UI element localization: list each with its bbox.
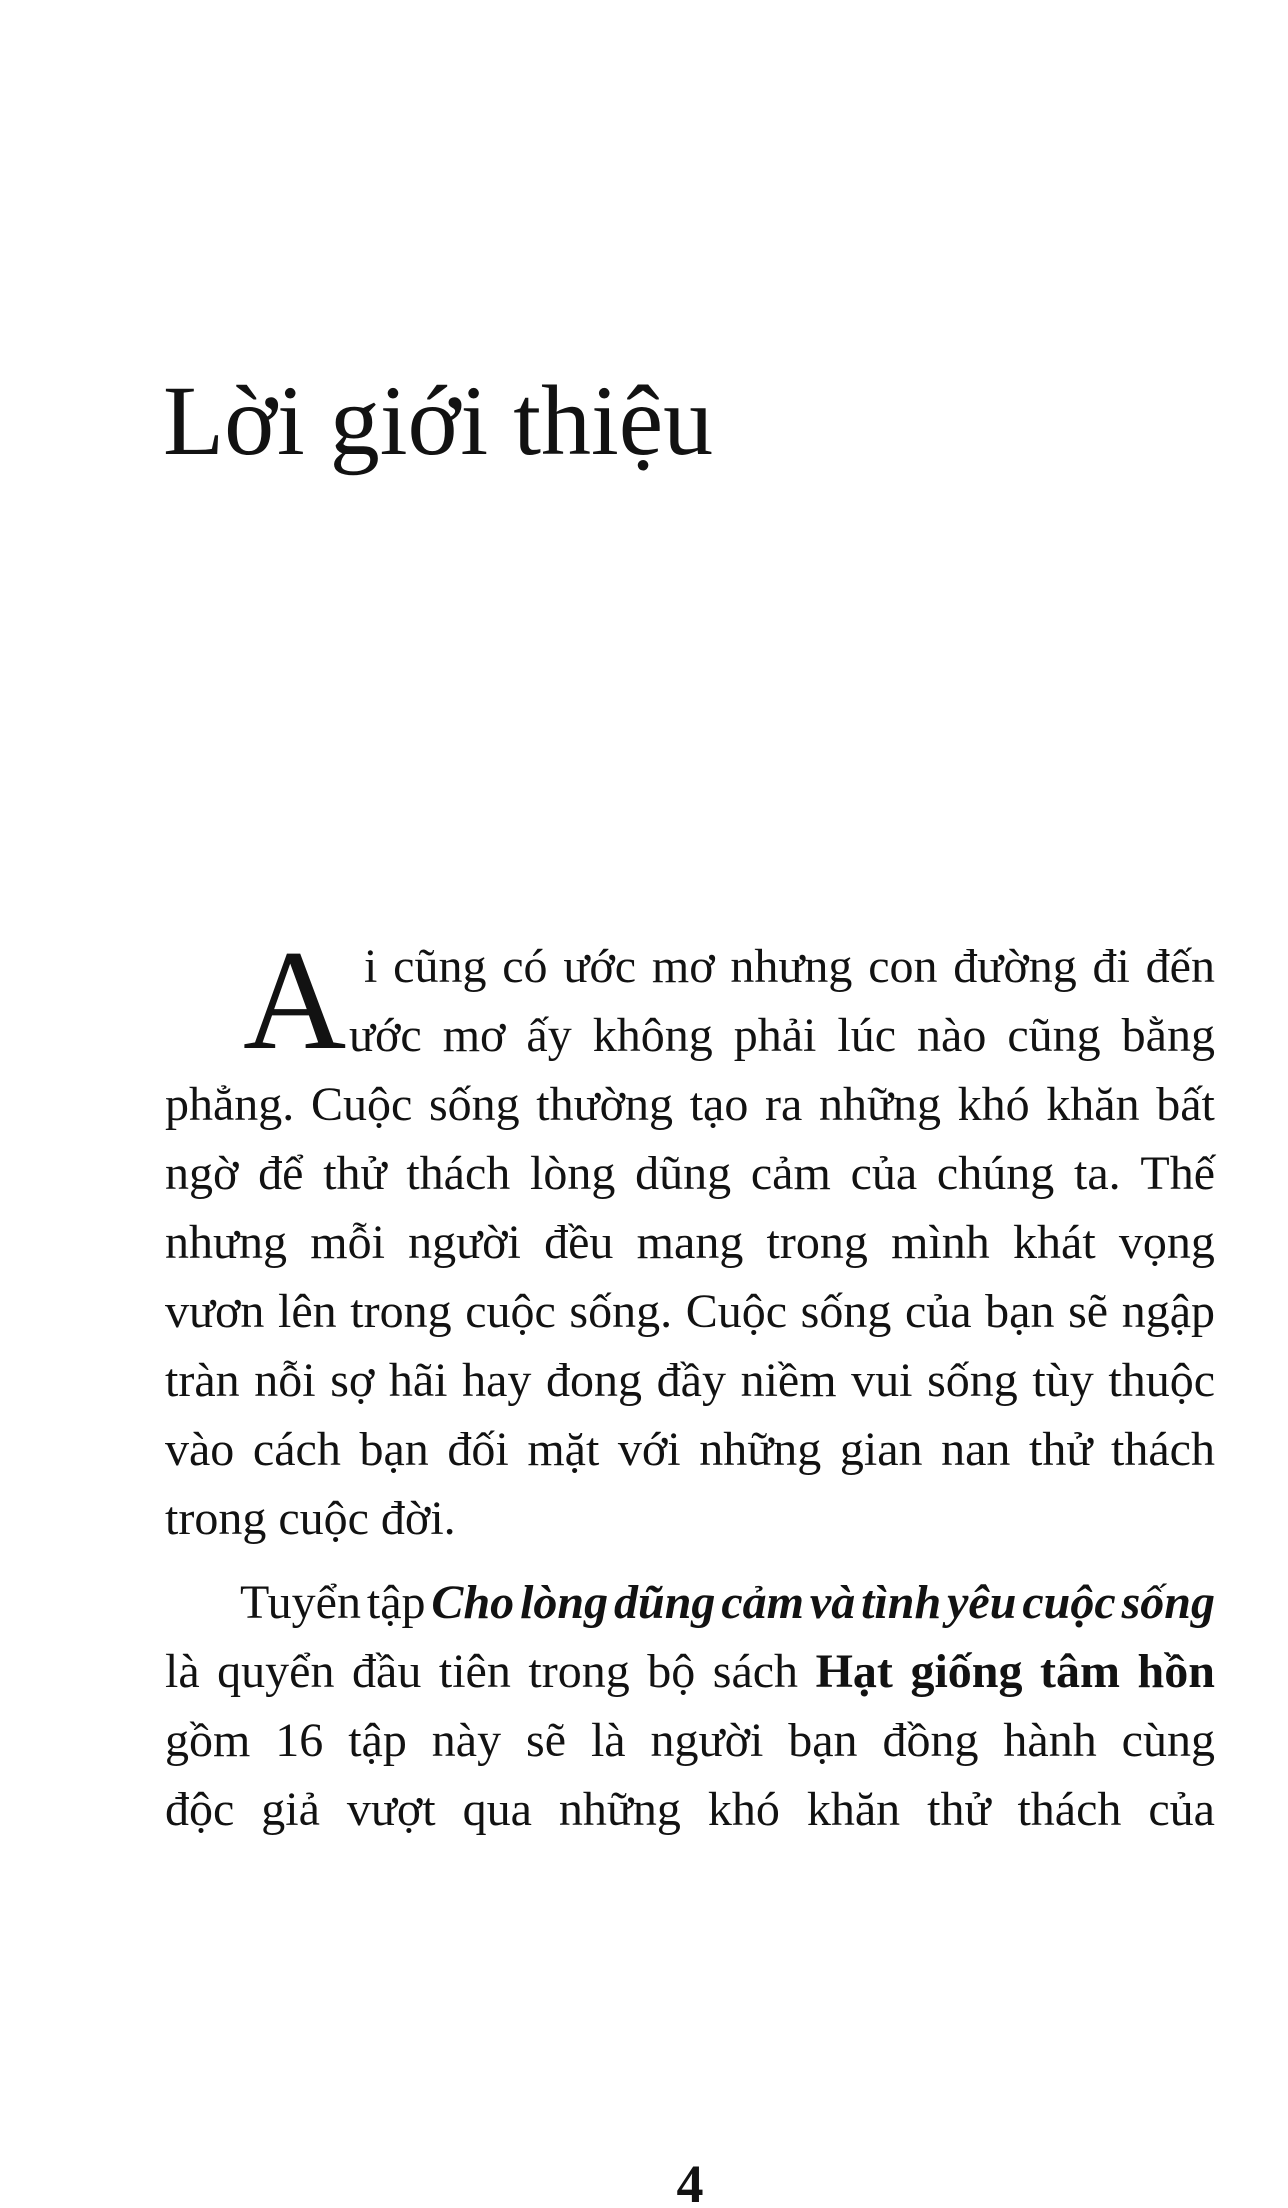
word: mỗi [310, 1216, 385, 1269]
word: người [408, 1216, 521, 1269]
word: sách [712, 1645, 799, 1698]
word: trong [528, 1645, 630, 1698]
word: ta. [1073, 1147, 1121, 1200]
body-text [165, 921, 1215, 1844]
word: là [165, 1645, 200, 1698]
page-number: 4 [676, 2154, 704, 2208]
paragraph [165, 1568, 1215, 1844]
text-line [165, 1415, 1215, 1484]
text-line [349, 1001, 1215, 1070]
word: thử [1029, 1423, 1093, 1476]
word: sống. [569, 1285, 673, 1338]
word: phẳng. [165, 1078, 295, 1131]
word: chúng [936, 1147, 1055, 1200]
word: trong [350, 1285, 452, 1338]
word: Hạt [815, 1645, 893, 1698]
word: cuộc [1022, 1576, 1116, 1629]
word: thử [927, 1783, 991, 1836]
word: hay [462, 1354, 532, 1407]
word: Cuộc [685, 1285, 788, 1338]
word: sống [1121, 1576, 1215, 1629]
word: thách [1017, 1783, 1122, 1836]
word: trong [766, 1216, 868, 1269]
word: khát [1013, 1216, 1096, 1269]
word: ấy [526, 1009, 572, 1062]
word: Thế [1140, 1147, 1215, 1200]
word: nan [941, 1423, 1011, 1476]
word: sống [927, 1354, 1018, 1407]
word: ước [563, 940, 637, 993]
word: khó [707, 1783, 780, 1836]
word: tâm [1040, 1645, 1120, 1698]
word: ngập [1121, 1285, 1215, 1338]
word: mơ [442, 1009, 506, 1062]
word: phải [733, 1009, 817, 1062]
text-segment: trong cuộc đời. [165, 1492, 456, 1545]
word: và [809, 1576, 856, 1629]
word: những [818, 1078, 941, 1131]
word: nhưng [165, 1216, 288, 1269]
word: là [590, 1714, 626, 1767]
word: thường [536, 1078, 674, 1131]
word: của [904, 1285, 972, 1338]
word: sợ [330, 1354, 375, 1407]
word: đối [447, 1423, 509, 1476]
word: nỗi [254, 1354, 316, 1407]
word: những [558, 1783, 681, 1836]
word: 16 [275, 1714, 324, 1767]
word: mặt [527, 1423, 600, 1476]
word: này [431, 1714, 502, 1767]
word: tập [348, 1714, 407, 1767]
word: không [592, 1009, 713, 1062]
word: thách [1111, 1423, 1215, 1476]
drop-cap: A [243, 921, 347, 1079]
word: sống [800, 1285, 892, 1338]
word: mình [891, 1216, 990, 1269]
text-line [165, 1775, 1215, 1844]
word: đầu [352, 1645, 422, 1698]
word: hãi [388, 1354, 448, 1407]
word: đong [546, 1354, 643, 1407]
word: độc [165, 1783, 235, 1836]
word: thuộc [1108, 1354, 1215, 1407]
word: cách [252, 1423, 341, 1476]
text-line [165, 1568, 1215, 1637]
word: tạo [689, 1078, 749, 1131]
text-line [165, 1637, 1215, 1706]
word: cảm [721, 1576, 804, 1629]
word: qua [462, 1783, 532, 1836]
text-line [165, 1277, 1215, 1346]
word: vào [165, 1423, 235, 1476]
word: đường [953, 940, 1077, 993]
text-line [165, 1070, 1215, 1139]
word: bạn [788, 1714, 858, 1767]
word: mang [636, 1216, 744, 1269]
word: sống [428, 1078, 520, 1131]
word: của [1148, 1783, 1215, 1836]
word: gồm [165, 1714, 251, 1767]
word: con [868, 940, 938, 993]
text-line [165, 1139, 1215, 1208]
word: của [850, 1147, 918, 1200]
word: ra [764, 1078, 803, 1131]
word: Cho [431, 1576, 515, 1629]
word: cũng [393, 940, 487, 993]
word: với [617, 1423, 681, 1476]
word: thách [406, 1147, 511, 1200]
word: vọng [1118, 1216, 1215, 1269]
text-line [165, 1208, 1215, 1277]
word: gian [839, 1423, 923, 1476]
word: đều [544, 1216, 614, 1269]
word: khó [957, 1078, 1030, 1131]
word: vượt [346, 1783, 436, 1836]
word: ngờ [165, 1147, 239, 1200]
word: mơ [651, 940, 715, 993]
word: dũng [635, 1147, 732, 1200]
word: Tuyển [240, 1576, 361, 1629]
word: quyển [217, 1645, 335, 1698]
word: bạn [985, 1285, 1055, 1338]
word: bất [1156, 1078, 1215, 1131]
word: để [258, 1147, 304, 1200]
word: cuộc [465, 1285, 556, 1338]
word: giống [910, 1645, 1023, 1698]
word: vui [851, 1354, 913, 1407]
word: lòng [530, 1147, 616, 1200]
word: đến [1145, 940, 1215, 993]
word: khăn [1046, 1078, 1140, 1131]
word: yêu [947, 1576, 1017, 1629]
word: tình [861, 1576, 942, 1629]
word: cùng [1121, 1714, 1215, 1767]
word: lúc [837, 1009, 897, 1062]
word: khăn [806, 1783, 901, 1836]
word: niềm [740, 1354, 837, 1407]
word: bằng [1121, 1009, 1215, 1062]
word: lòng [520, 1576, 609, 1629]
word: Cuộc [310, 1078, 413, 1131]
word: vươn [165, 1285, 265, 1338]
word: bộ [647, 1645, 696, 1698]
word: tràn [165, 1354, 240, 1407]
word: tùy [1032, 1354, 1094, 1407]
word: tập [366, 1576, 426, 1629]
word: đồng [882, 1714, 979, 1767]
word: có [502, 940, 548, 993]
word: sẽ [526, 1714, 567, 1767]
word: hành [1003, 1714, 1097, 1767]
word: dũng [614, 1576, 716, 1629]
word: i [364, 940, 378, 993]
text-line [364, 932, 1215, 1001]
word: đi [1092, 940, 1130, 993]
text-line [165, 1484, 1215, 1553]
word: cảm [750, 1147, 831, 1200]
word: người [650, 1714, 764, 1767]
word: bạn [359, 1423, 429, 1476]
word: hồn [1137, 1645, 1215, 1698]
word: nhưng [730, 940, 853, 993]
word: những [699, 1423, 822, 1476]
text-line [165, 1706, 1215, 1775]
word: nào [917, 1009, 987, 1062]
word: tiên [438, 1645, 511, 1698]
text-line [165, 1346, 1215, 1415]
word: lên [278, 1285, 337, 1338]
word: ước [349, 1009, 422, 1062]
word: cũng [1007, 1009, 1101, 1062]
page-title: Lời giới thiệu [163, 365, 714, 476]
word: thử [323, 1147, 387, 1200]
word: đầy [656, 1354, 726, 1407]
word: giả [261, 1783, 320, 1836]
word: sẽ [1068, 1285, 1109, 1338]
